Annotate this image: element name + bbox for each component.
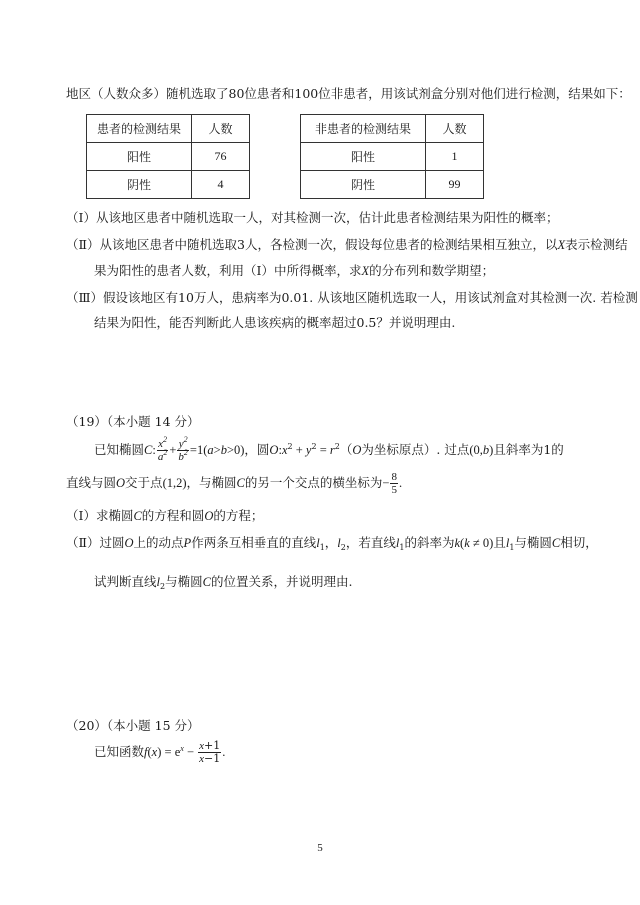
table-cell: 阳性	[301, 143, 426, 171]
q20-header: （20）（本小题 15 分）	[66, 718, 200, 733]
q19-header: （19）（本小题 14 分）	[66, 414, 200, 429]
table-header-cell: 患者的检测结果	[87, 115, 192, 143]
table-cell: 99	[426, 171, 484, 199]
text-span: 已知函数	[94, 744, 145, 759]
table-row	[301, 171, 484, 199]
text-span: （Ⅰ）求椭圆	[66, 508, 134, 523]
table-cell: 76	[192, 143, 250, 171]
text-span: 已知椭圆	[94, 442, 145, 457]
text-span: 与椭圆	[514, 535, 552, 550]
text-span: 的另一个交点的横坐标为	[244, 475, 383, 490]
table-row	[87, 143, 250, 171]
text-span: 的位置关系，并说明理由.	[210, 574, 353, 589]
page-number: 5	[317, 842, 323, 854]
fraction: $\frac{y^2}{b^2}$	[178, 435, 188, 463]
intro-text: 地区（人数众多）随机选取了80位患者和100位非患者，用该试剂盒分别对他们进行检测，结果如下：	[66, 86, 631, 101]
table-row	[301, 143, 484, 171]
math-expr: C	[144, 443, 153, 457]
table-header-cell: 非患者的检测结果	[301, 115, 426, 143]
math-expr: O	[269, 443, 279, 457]
text-span: 交于点	[125, 475, 163, 490]
fraction: $\frac{x^2}{a^2}$	[157, 435, 168, 463]
text-span: 表示检测结	[565, 237, 628, 252]
q19-part1: （Ⅰ）求椭圆C的方程和圆O的方程；	[66, 508, 264, 523]
q18-part1: （Ⅰ）从该地区患者中随机选取一人，对其检测一次，估计此患者检测结果为阳性的概率；	[66, 210, 559, 225]
patient-results-table	[86, 114, 250, 199]
text-span: 且斜率为1的	[493, 442, 564, 457]
table-cell: 4	[192, 171, 250, 199]
text-span: 与椭圆	[165, 574, 203, 589]
text-span: ，与椭圆	[186, 475, 237, 490]
text-span: 的方程和圆	[141, 508, 205, 523]
text-span: 为坐标原点）. 过点	[361, 442, 470, 457]
math-var: X	[361, 264, 370, 278]
text-span: 且	[493, 535, 506, 550]
q18-part2-line2	[94, 263, 494, 279]
text-span: 直线与圆	[66, 475, 117, 490]
text-span: ，若直线	[345, 535, 396, 550]
text-span: ，圆	[244, 442, 270, 457]
q19-line2: 直线与圆O交于点(1,2)，与椭圆C的另一个交点的横坐标为− $\frac{8}{5}$ .	[66, 471, 403, 496]
q18-part3-line2: 结果为阳性，能否判断此人患该疾病的概率超过0.5？并说明理由.	[94, 315, 456, 330]
non-patient-results-table	[300, 114, 484, 199]
text-span: 的方程；	[213, 508, 264, 523]
text-span: 果为阳性的患者人数，利用（Ⅰ）中所得概率，求	[94, 263, 362, 278]
math-var: X	[557, 238, 566, 252]
q20-line1: 已知函数$f(x) = e^x$ − $\frac{x+1}{x-1}$ .	[94, 739, 226, 765]
q18-part3-line1: （Ⅲ）假设该地区有10万人，患病率为0.01. 从该地区随机选取一人，用该试剂盒对其检测一次. 若检测	[66, 290, 638, 305]
table-row	[87, 115, 250, 143]
text-span: （	[339, 442, 353, 457]
table-cell: 1	[426, 143, 484, 171]
text-span: 试判断直线	[94, 574, 157, 589]
table-cell: 阳性	[87, 143, 192, 171]
text-span: 作两条互相垂直的直线	[191, 535, 317, 550]
text-span: 的斜率为	[404, 535, 455, 550]
text-span: 上的动点	[133, 535, 184, 550]
table-cell: 阴性	[301, 171, 426, 199]
table-header-cell: 人数	[426, 115, 484, 143]
q19-line1: 已知椭圆C: $\frac{x^2}{a^2}$ + $\frac{y^2}{b^2}$ =1(a>b>0)，圆$O:x^2 + y^2 = r^2(O$为坐标原点）. 过点(0,b)且斜率为1的	[94, 435, 564, 463]
q18-part2-line1	[66, 237, 628, 253]
text-span: 相切，	[560, 535, 598, 550]
text-span: （Ⅱ）过圆	[66, 535, 125, 550]
table-header-cell: 人数	[192, 115, 250, 143]
fraction: $\frac{x+1}{x-1}$	[199, 739, 221, 765]
fraction: $\frac{8}{5}$	[391, 471, 397, 496]
text-span: （Ⅱ）从该地区患者中随机选取3人，各检测一次，假设每位患者的检测结果相互独立，以	[66, 237, 558, 252]
text-span: 的分布列和数学期望；	[369, 263, 495, 278]
q19-part2-line1: （Ⅱ）过圆O上的动点P作两条互相垂直的直线$l_1$，$l_2$，若直线$l_1$的斜率为k(k ≠ 0)且$l_1$与椭圆C相切，	[66, 535, 598, 552]
table-row	[87, 171, 250, 199]
table-cell: 阴性	[87, 171, 192, 199]
table-row	[301, 115, 484, 143]
q19-part2-line2: 试判断直线$l_2$与椭圆C的位置关系，并说明理由.	[94, 574, 353, 591]
